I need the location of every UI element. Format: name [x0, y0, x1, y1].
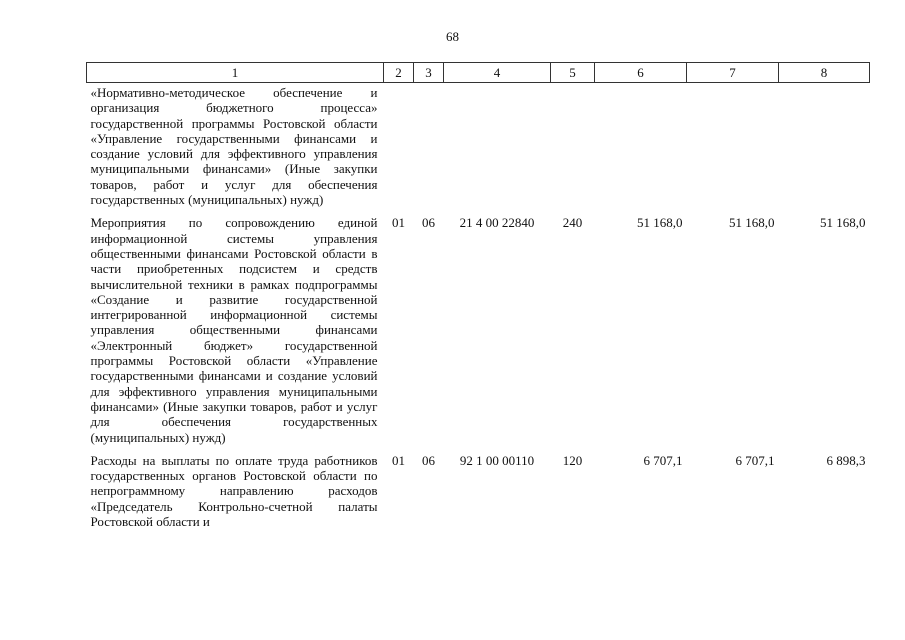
table-row [87, 451, 870, 535]
row-subsection: 06 [422, 452, 435, 468]
header-col-3: 3 [414, 63, 444, 83]
table-row [87, 83, 870, 214]
header-col-6: 6 [595, 63, 687, 83]
row-subsection [414, 83, 444, 214]
row-amount-1: 51 168,0 [637, 215, 683, 231]
row-expense-type: 120 [562, 452, 583, 468]
row-amount-2: 6 707,1 [735, 452, 775, 468]
row-amount-2 [687, 83, 779, 214]
row-expense-type [551, 83, 595, 214]
header-col-2: 2 [384, 63, 414, 83]
header-col-4: 4 [444, 63, 551, 83]
row-section: 01 [392, 452, 405, 468]
row-description: Мероприятия по сопровождению единой информационной системы управления общественными финансами Ростовской области в части приобретенных подсистем и средств вычислительной техники в рамках подпрограммы «Создание и развитие государственной интегрированной информационной системы управления общественными финансами «Электронный бюджет» государственной программы Ростовской области «Управление государственными финансами и создание условий для эффективного управления муниципальными финансами» (Иные закупки товаров, работ и услуг для обеспечения государственных (муниципальных) нужд) [90, 215, 378, 445]
row-target-article: 92 1 00 00110 [459, 452, 535, 468]
row-section: 01 [392, 215, 405, 231]
row-section [384, 83, 414, 214]
budget-table [86, 62, 870, 535]
header-col-8: 8 [779, 63, 870, 83]
row-target-article [444, 83, 551, 214]
row-amount-1 [595, 83, 687, 214]
row-amount-3 [779, 83, 870, 214]
header-col-5: 5 [551, 63, 595, 83]
row-subsection: 06 [422, 215, 435, 231]
row-target-article: 21 4 00 22840 [459, 215, 535, 231]
header-row [87, 63, 870, 83]
row-amount-2: 51 168,0 [729, 215, 775, 231]
row-description: Расходы на выплаты по оплате труда работников государственных органов Ростовской области по непрограммному направлению расходов «Председатель Контрольно-счетной палаты Ростовской области и [90, 452, 378, 530]
row-expense-type: 240 [562, 215, 583, 231]
row-amount-1: 6 707,1 [643, 452, 683, 468]
row-amount-3: 51 168,0 [820, 215, 866, 231]
table-row [87, 213, 870, 450]
page-number: 68 [446, 29, 459, 44]
row-amount-3: 6 898,3 [826, 452, 866, 468]
row-description: «Нормативно-методическое обеспечение и организация бюджетного процесса» государственной программы Ростовской области «Управление государственными финансами и создание условий для эффективного управления муниципальными финансами» (Иные закупки товаров, работ и услуг для обеспечения государственных (муниципальных) нужд) [90, 85, 378, 208]
header-col-7: 7 [687, 63, 779, 83]
header-col-1: 1 [87, 63, 384, 83]
